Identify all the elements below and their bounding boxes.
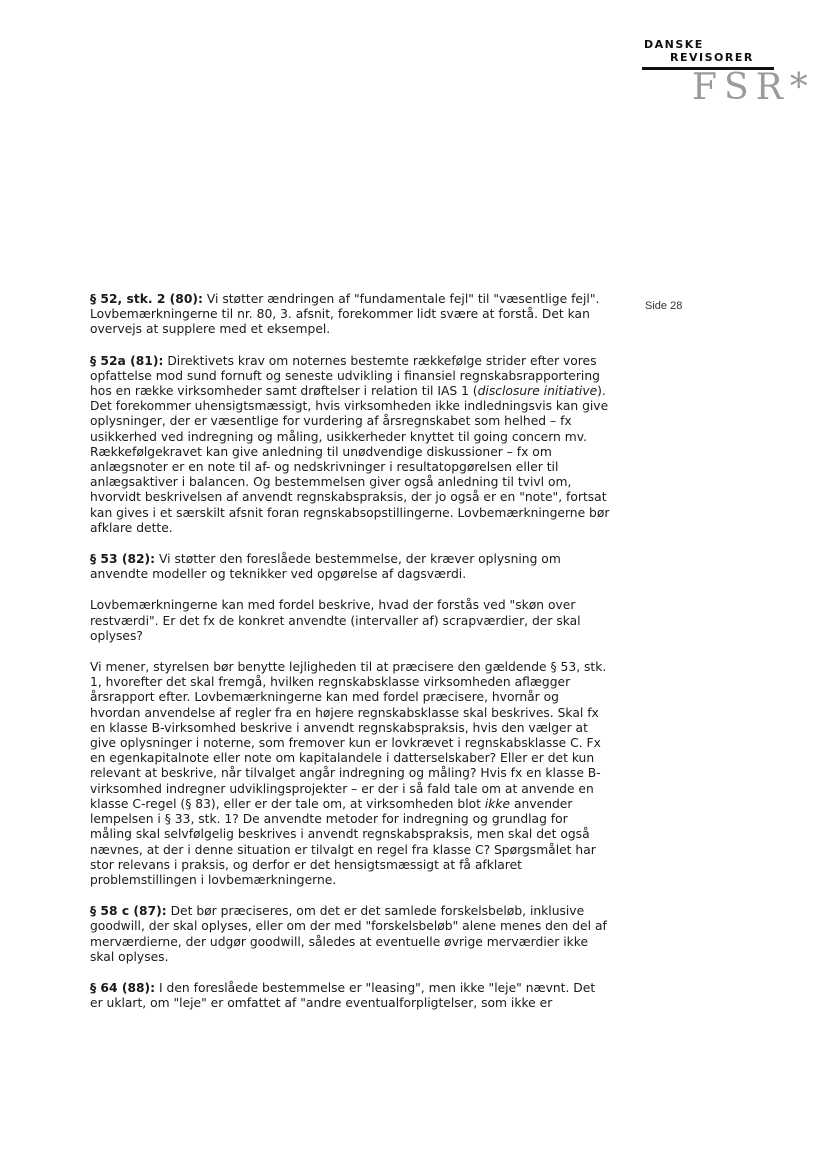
paragraph-text-cont: ). Det forekommer uhensigtsmæssigt, hvis virksomheden ikke indledningsvis kan give oplysninger, der er væsentlige for vurdering af årsregnskabet som helhed – fx usikkerhed ved indregning og måling, usikkerheder knyttet til going concern mv. Rækkefølgekravet kan give anledning til unødvendige diskussioner – fx om anlægsnoter er en note til af- og nedskrivninger i resultatopgørelsen eller til anlægsaktiver i balancen. Og bestemmelsen giver også anledning til tvivl om, hvorvidt beskrivelsen af anvendt regnskabspraksis, der jo også er en "note", fortsat kan gives i et særskilt afsnit foran regnskabsopstillingerne. Lovbemærkningerne bør afklare dette. (90, 384, 610, 535)
paragraph-53 (90, 552, 610, 582)
paragraph-text: Lovbemærkningerne kan med fordel beskrive, hvad der forstås ved "skøn over restværdi". Er det fx de konkret anvendte (intervaller af) scrapværdier, der skal oplyses? (90, 598, 581, 643)
logo-line-danske: DANSKE (644, 38, 704, 51)
paragraph-regnskabsklasse (90, 660, 610, 888)
page-number: Side 28 (645, 300, 683, 312)
logo-line-revisorer: REVISORER (670, 51, 754, 64)
fsr-logo (640, 38, 815, 108)
paragraph-text: Vi støtter den foreslåede bestemmelse, der kræver oplysning om anvendte modeller og teknikker ved opgørelse af dagsværdi. (90, 552, 561, 582)
paragraph-text: Vi støtter ændringen af "fundamentale fejl" til "væsentlige fejl". Lovbemærkningerne til nr. 80, 3. afsnit, forekommer lidt svære at forstå. Det kan overvejs at supplere med et eksempel. (90, 292, 600, 337)
paragraph-64 (90, 981, 610, 1011)
paragraph-text: Direktivets krav om noternes bestemte rækkefølge strider efter vores opfattelse mod sund fornuft og seneste udvikling i finansiel regnskabsrapportering hos en række virksomheder samt drøftelser i relation til IAS 1 ( (90, 353, 600, 399)
section-heading: § 53 (82): (90, 552, 156, 567)
section-heading: § 52, stk. 2 (80): (90, 292, 203, 306)
section-heading: § 52a (81): (90, 353, 164, 368)
emphasis-text: disclosure initiative (477, 384, 598, 399)
emphasis-text: ikke (484, 796, 511, 811)
paragraph-58c (90, 904, 610, 965)
paragraph-text-cont: anvender lempelsen i § 33, stk. 1? De anvendte metoder for indregning og grundlag for måling skal selvfølgelig beskrives i anvendt regnskabspraksis, men skal det også nævnes, at der i denne situation er tilvalgt en regel fra klasse C? Spørgsmålet har stor relevans i praksis, og derfor er det hensigtsmæssigt at få afklaret problemstillingen i lovbemærkningerne. (90, 796, 596, 887)
document-body (90, 292, 610, 1027)
logo-mark-fsr: FSR* (692, 67, 815, 108)
paragraph-52a (90, 354, 610, 536)
paragraph-text: Det bør præciseres, om det er det samlede forskelsbeløb, inklusive goodwill, der skal oplyses, eller om der med "forskelsbeløb" alene menes den del af merværdierne, der udgør goodwill, således at eventuelle øvrige merværdier ikke skal oplyses. (90, 904, 607, 964)
paragraph-restvaerdi (90, 598, 610, 644)
paragraph-text: Vi mener, styrelsen bør benytte lejligheden til at præcisere den gældende § 53, stk. 1, hvorefter det skal fremgå, hvilken regnskabsklasse virksomheden aflægger årsrapport efter. Lovbemærkningerne kan med fordel præcisere, hvornår og hvordan anvendelse af regler fra en højere regnskabsklasse skal beskrives. Skal fx en klasse B-virksomhed beskrive i anvendt regnskabspraksis, hvis den vælger at give oplysninger i noterne, som fremover kun er lovkrævet i regnskabsklasse C. Fx en egenkapitalnote eller note om kapitalandele i datterselskaber? Eller er det kun relevant at beskrive, når tilvalget angår indregning og måling? Hvis fx en klasse B-virksomhed indregner udviklingsprojekter – er der i så fald tale om at anvende en klasse C-regel (§ 83), eller er der tale om, at virksomheden blot (90, 660, 607, 811)
paragraph-text: I den foreslåede bestemmelse er "leasing", men ikke "leje" nævnt. Det er uklart, om "leje" er omfattet af "andre eventualforpligtelser, som ikke er (90, 980, 596, 1011)
section-heading: § 58 c (87): (90, 904, 167, 919)
paragraph-52-stk2 (90, 292, 610, 338)
section-heading: § 64 (88): (90, 980, 156, 995)
